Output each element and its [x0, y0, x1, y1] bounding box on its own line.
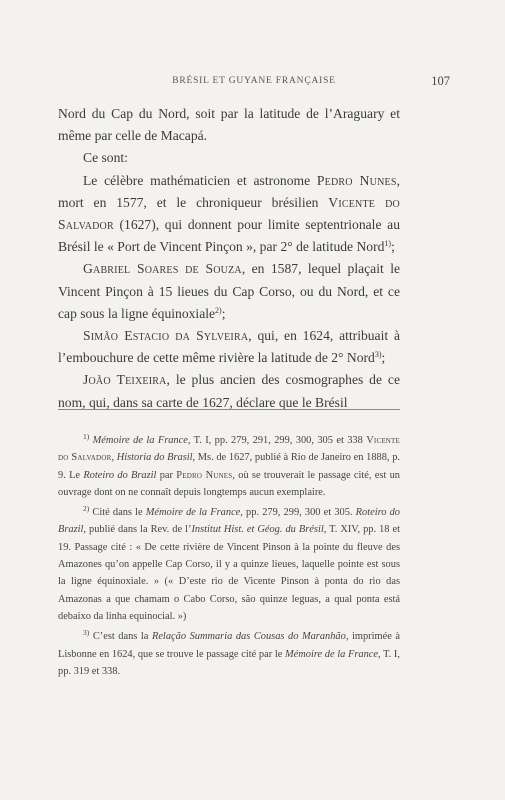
page-header	[58, 76, 450, 92]
text-span: Le célèbre mathématicien et astronome	[83, 172, 317, 188]
footnote-ref[interactable]: 3)	[374, 350, 382, 360]
footnote-ref[interactable]: 2)	[215, 305, 222, 315]
footnote-ref[interactable]: 1)	[384, 239, 392, 249]
text-span: par	[156, 469, 177, 481]
italic-title: Mémoire de la France	[284, 648, 379, 660]
italic-title: Roteiro do Brazil	[58, 507, 401, 536]
text-span: , pp. 279, 299, 300 et 305.	[240, 507, 356, 519]
text-span: , imprimée à Lisbonne en 1624, que se trouve le passage cité par le	[58, 631, 400, 660]
italic-title: Historia do Brasil	[116, 452, 193, 464]
running-title: BRÉSIL ET GUYANE FRANÇAISE	[172, 76, 336, 86]
text-span: ,	[111, 452, 117, 464]
page-number: 107	[431, 74, 450, 88]
text-span: , le plus ancien des cosmographes de ce nom, qui, dans sa carte de 1627, déclare que le Brésil	[58, 372, 400, 410]
person-name: Pedro Nunes	[316, 172, 397, 188]
footnote-divider	[58, 409, 400, 410]
footnote-mark: 3)	[83, 628, 90, 638]
paragraph-1: Nord du Cap du Nord, soit par la latitude de l’Araguary et même par celle de Macapá.	[58, 106, 400, 144]
text-span: , en 1587, lequel plaçait le Vincent Pinçon à 15 lieues du Cap Corso, ou du Nord, et ce cap sous la ligne équinoxiale	[58, 261, 400, 321]
person-name: Gabriel Soares de Souza	[83, 261, 242, 277]
italic-title: Relação Summaria das Cousas do Maranhão	[151, 631, 346, 643]
text-span: Cité dans le	[92, 507, 146, 519]
footnotes	[58, 432, 400, 683]
paragraph-estacio-da-sylveira	[58, 325, 400, 369]
text-span: ;	[391, 239, 395, 255]
text-span: ;	[221, 305, 226, 321]
paragraph-2: Ce sont:	[83, 150, 128, 166]
person-name: Vicente do Salvador	[58, 194, 400, 233]
text-span: (1627), qui donnent pour limite septentrionale au Brésil le « Port de Vincent Pinçon », par 2° de latitude Nord	[58, 217, 400, 255]
main-text	[58, 103, 400, 414]
footnote-2	[58, 504, 400, 625]
footnote-1	[58, 432, 400, 501]
text-span: , où se trouverait le passage cité, est un ouvrage dont on ne connaît depuis longtemps aucun exemplaire.	[58, 469, 400, 498]
text-span: , T. I, pp. 279, 291, 299, 300, 305 et 338	[187, 435, 367, 446]
footnote-mark: 2)	[83, 504, 90, 514]
text-span: , publié dans la Rev. de l’	[83, 524, 192, 536]
text-span: , T. XIV, pp. 18 et 19. Passage cité : « De cette rivière de Vincent Pinson à la pointe du fleuve des Amazones qu’on appelle Cap Corso, il y a quinze lieues, laquelle pointe est sous la ligne équinoxiale. » (« D’este rio de Vicente Pinson à ponta do rio das Amazonas a que chamam o Cabo Corso, são quinze leguas, a qual ponta está debaixo da linha equinocial. »)	[58, 524, 400, 622]
footnote-3	[58, 628, 400, 680]
text-span: , mort en 1577, et le chroniqueur brésilien	[58, 172, 401, 210]
text-span: , qui, en 1624, attribuait à l’embouchure de cette même rivière la latitude de 2° Nord	[58, 328, 400, 366]
person-name: Vicente do Salvador	[58, 435, 401, 464]
text-span: ;	[381, 350, 386, 366]
italic-title: Roteiro do Brazil	[83, 469, 157, 481]
paragraph-soares-de-souza	[58, 258, 400, 325]
person-name: João Teixeira	[83, 372, 167, 388]
text-span: C’est dans la	[92, 631, 152, 643]
text-span: , T. I, pp. 319 et 338.	[58, 648, 400, 677]
italic-title: Mémoire de la France	[145, 507, 241, 519]
paragraph-pedro-nunes	[58, 170, 400, 259]
person-name: Simão Estacio da Sylveira	[83, 328, 249, 344]
person-name: Pedro Nunes	[176, 469, 233, 481]
italic-title: Institut Hist. et Géog. du Brésil	[191, 524, 324, 536]
text-span: , Ms. de 1627, publié à Rio de Janeiro en 1888, p. 9. Le	[58, 452, 400, 481]
paragraph-teixeira	[58, 369, 400, 413]
footnote-mark: 1)	[83, 432, 90, 441]
italic-title: Mémoire de la France	[92, 435, 188, 446]
